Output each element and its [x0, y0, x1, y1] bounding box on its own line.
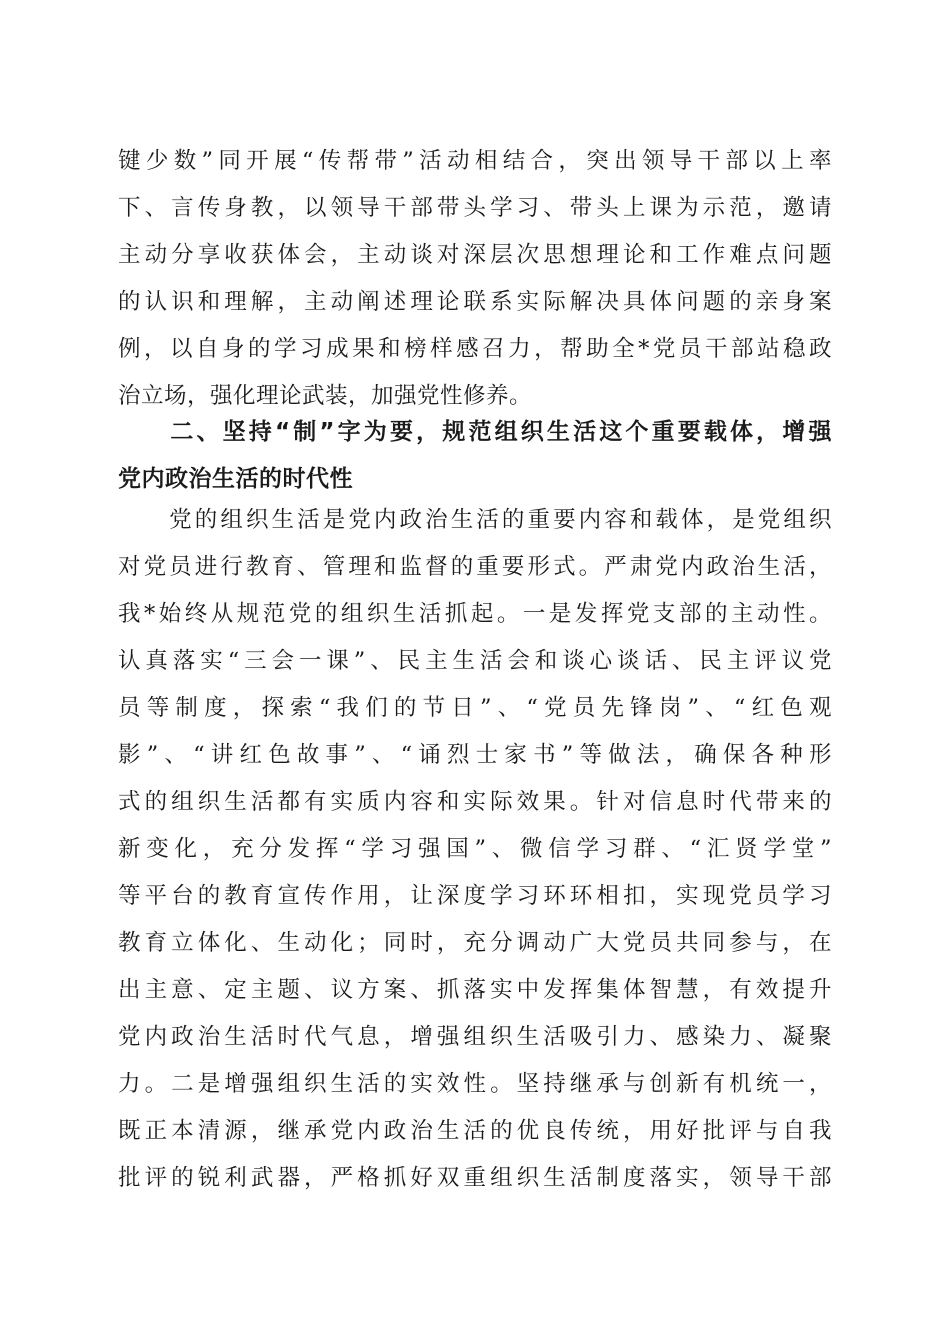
text-line: 出主意、定主题、议方案、抓落实中发挥集体智慧，有效提升	[118, 977, 832, 1003]
heading-line: 二、坚持“制”字为要，规范组织生活这个重要载体，增强	[118, 419, 832, 445]
text-line: 影”、“讲红色故事”、“诵烈士家书”等做法，确保各种形	[118, 742, 832, 768]
text-line: 批评的锐利武器，严格抓好双重组织生活制度落实，领导干部	[118, 1165, 832, 1191]
text-line: 的认识和理解，主动阐述理论联系实际解决具体问题的亲身案	[118, 289, 832, 315]
text-line: 下、言传身教，以领导干部带头学习、带头上课为示范，邀请	[118, 195, 832, 221]
text-line: 主动分享收获体会，主动谈对深层次思想理论和工作难点问题	[118, 242, 832, 268]
text-line: 教育立体化、生动化；同时，充分调动广大党员共同参与，在	[118, 930, 832, 956]
text-line: 党的组织生活是党内政治生活的重要内容和载体，是党组织	[118, 507, 832, 533]
text-line: 治立场，强化理论武装，加强党性修养。	[118, 383, 533, 409]
text-line: 党内政治生活时代气息，增强组织生活吸引力、感染力、凝聚	[118, 1024, 832, 1050]
text-line: 等平台的教育宣传作用，让深度学习环环相扣，实现党员学习	[118, 883, 832, 909]
paragraph-main	[118, 497, 832, 1202]
section-heading	[118, 409, 832, 503]
text-line: 既正本清源，继承党内政治生活的优良传统，用好批评与自我	[118, 1118, 832, 1144]
paragraph-continued	[118, 138, 832, 420]
text-line: 员等制度，探索“我们的节日”、“党员先锋岗”、“红色观	[118, 695, 832, 721]
text-line: 新变化，充分发挥“学习强国”、微信学习群、“汇贤学堂”	[118, 836, 832, 862]
text-line: 力。二是增强组织生活的实效性。坚持继承与创新有机统一，	[118, 1071, 832, 1097]
text-line: 认真落实“三会一课”、民主生活会和谈心谈话、民主评议党	[118, 648, 832, 674]
text-line: 例，以自身的学习成果和榜样感召力，帮助全*党员干部站稳政	[118, 336, 832, 362]
text-line: 式的组织生活都有实质内容和实际效果。针对信息时代带来的	[118, 789, 832, 815]
text-line: 对党员进行教育、管理和监督的重要形式。严肃党内政治生活，	[118, 554, 832, 580]
text-line: 我*始终从规范党的组织生活抓起。一是发挥党支部的主动性。	[118, 601, 832, 627]
text-line: 键少数”同开展“传帮带”活动相结合，突出领导干部以上率	[118, 148, 832, 174]
heading-line: 党内政治生活的时代性	[118, 466, 353, 492]
